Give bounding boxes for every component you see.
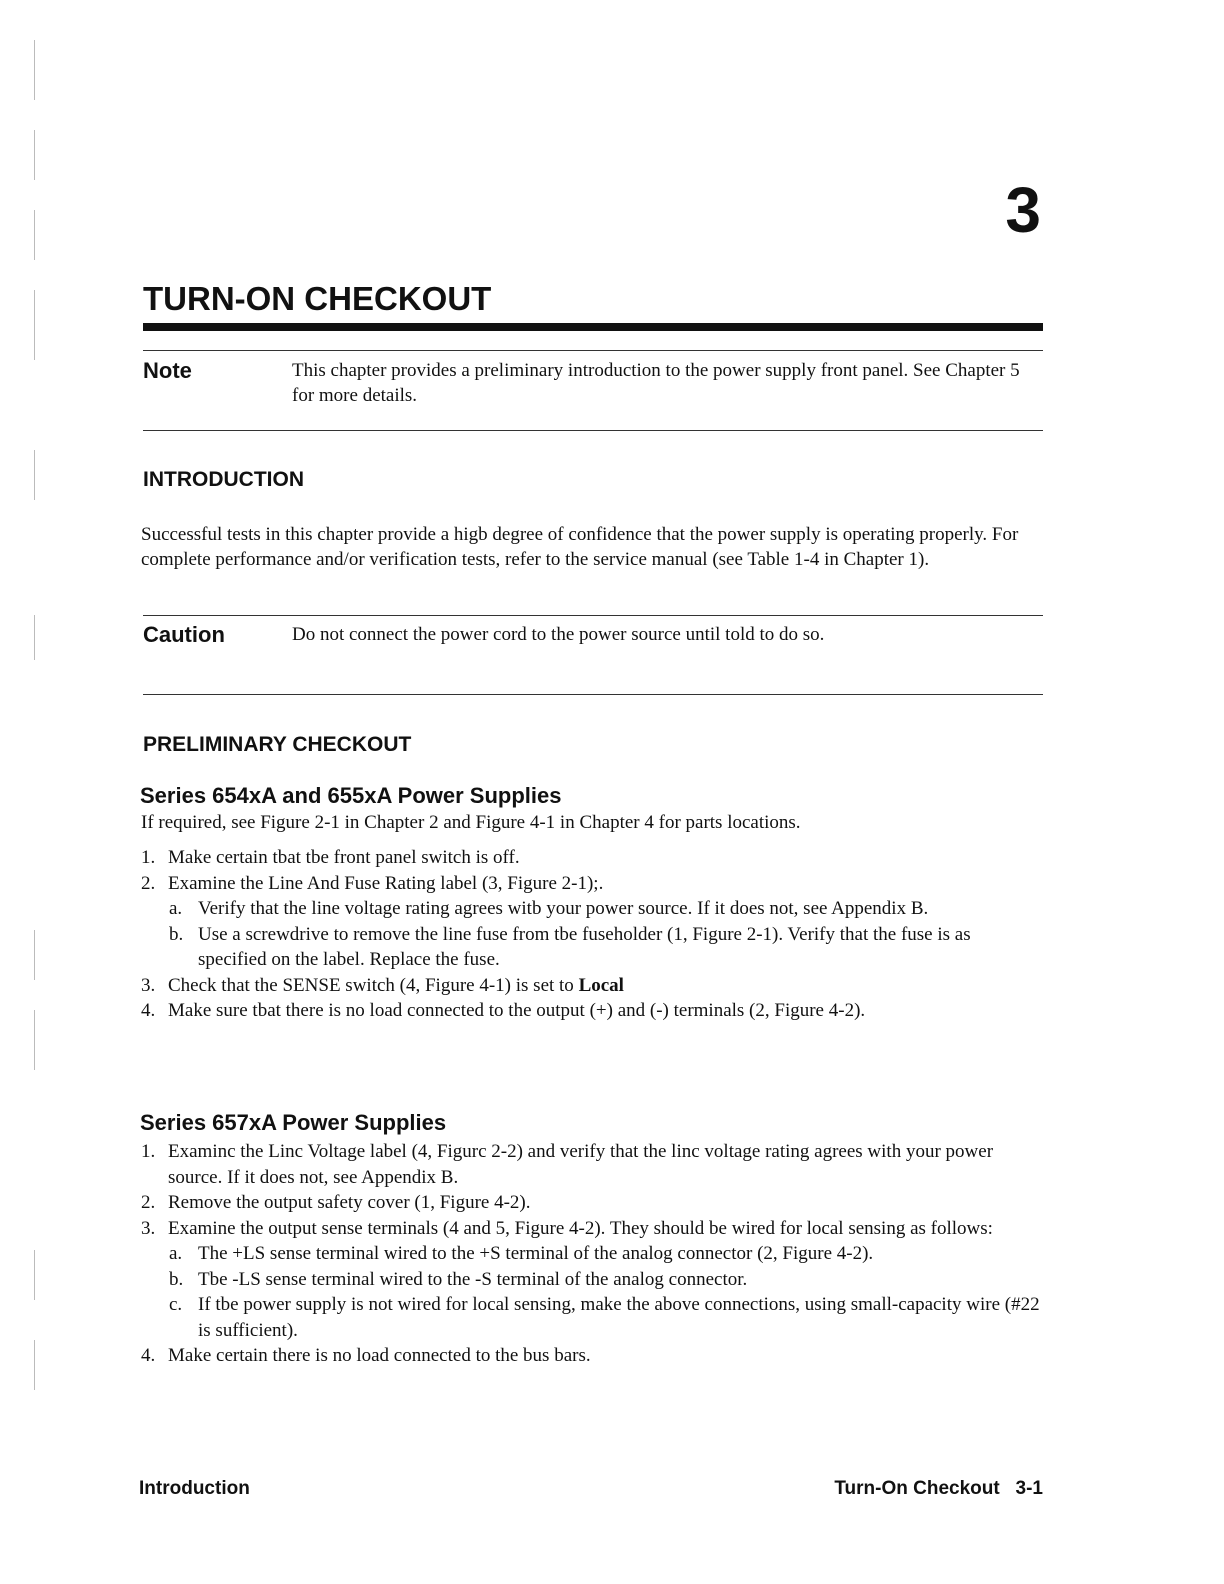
note-text: This chapter provides a preliminary introduction to the power supply front panel. See Chapter 5 for more details.: [292, 360, 1020, 406]
footer-section-label: Introduction: [139, 1478, 250, 1499]
list-item: [141, 845, 1041, 871]
item-text: Remove the output safety cover (1, Figure 4-2).: [168, 1192, 531, 1213]
item-text: If tbe power supply is not wired for local sensing, make the above connections, using small-capacity wire (#22 is sufficient).: [198, 1294, 1040, 1341]
introduction-heading: INTRODUCTION: [143, 468, 304, 491]
item-number: 4.: [141, 1000, 156, 1021]
scan-edge-mark: [34, 210, 35, 260]
item-number: 3.: [141, 974, 156, 996]
item-letter: b.: [169, 923, 184, 945]
scan-edge-mark: [34, 1010, 35, 1070]
item-text: Make sure tbat there is no load connected to the output (+) and (-) terminals (2, Figure 4-2).: [168, 1000, 866, 1021]
item-text-bold: Local: [578, 974, 624, 996]
list-subitem: [141, 1241, 1041, 1267]
series2-steps: [141, 1139, 1041, 1369]
item-letter: a.: [169, 898, 183, 919]
item-letter: c.: [169, 1294, 183, 1315]
item-text: Verify that the line voltage rating agrees witb your power source. If it does not, see Appendix B.: [198, 898, 929, 919]
preliminary-heading: PRELIMINARY CHECKOUT: [143, 733, 412, 756]
list-item: [141, 973, 1041, 999]
item-text-plain: Check that the SENSE switch (4, Figure 4-1) is set to: [168, 974, 579, 996]
list-subitem: [141, 1267, 1041, 1293]
list-item: [141, 1190, 1041, 1216]
scan-edge-mark: [34, 930, 35, 980]
caution-label: Caution: [143, 622, 225, 647]
scan-edge-mark: [34, 615, 35, 660]
item-text: Tbe -LS sense terminal wired to the -S terminal of the analog connector.: [198, 1268, 748, 1290]
item-number: 2.: [141, 872, 156, 894]
item-number: 1.: [141, 1141, 156, 1162]
chapter-number: 3: [1005, 174, 1041, 246]
series2-heading: Series 657xA Power Supplies: [140, 1110, 447, 1135]
item-number: 1.: [141, 847, 156, 868]
introduction-text: Successful tests in this chapter provide a higb degree of confidence that the power supply is operating properly. For complete performance and/or verification tests, refer to the service manual (see Table 1-4 in Chapter 1).: [141, 524, 1019, 570]
item-number: 3.: [141, 1217, 156, 1239]
note-top-rule: [143, 350, 1043, 351]
list-item: [141, 1216, 1041, 1242]
caution-text: Do not connect the power cord to the power source until told to do so.: [292, 624, 825, 645]
list-subitem: [141, 922, 1041, 973]
item-number: 2.: [141, 1192, 156, 1213]
note-bottom-rule: [143, 430, 1043, 431]
list-subitem: [141, 896, 1041, 922]
item-text: [168, 973, 1041, 999]
item-number: 4.: [141, 1345, 156, 1366]
scan-edge-mark: [34, 40, 35, 100]
title-rule: [143, 323, 1043, 331]
item-letter: b.: [169, 1268, 184, 1290]
item-text: Make certain there is no load connected to the bus bars.: [168, 1345, 591, 1366]
caution-top-rule: [143, 615, 1043, 616]
item-text: Examine the output sense terminals (4 and 5, Figure 4-2). They should be wired for local sensing as follows:: [168, 1217, 993, 1239]
series1-intro: If required, see Figure 2-1 in Chapter 2 and Figure 4-1 in Chapter 4 for parts locations.: [141, 812, 801, 833]
item-text: Examine the Line And Fuse Rating label (3, Figure 2-1);.: [168, 872, 604, 894]
series1-heading: Series 654xA and 655xA Power Supplies: [140, 783, 562, 808]
caution-bottom-rule: [143, 694, 1043, 695]
list-item: [141, 1139, 1041, 1190]
item-text: The +LS sense terminal wired to the +S terminal of the analog connector (2, Figure 4-2).: [198, 1243, 874, 1264]
scan-edge-mark: [34, 290, 35, 360]
list-subitem: [141, 1292, 1041, 1343]
list-item: [141, 1343, 1041, 1369]
note-label: Note: [143, 358, 192, 383]
item-letter: a.: [169, 1243, 183, 1264]
list-item: [141, 998, 1041, 1024]
scan-edge-mark: [34, 130, 35, 180]
scan-edge-mark: [34, 450, 35, 500]
scan-edge-mark: [34, 1250, 35, 1300]
footer-page-label: Turn-On Checkout 3-1: [834, 1478, 1043, 1499]
item-text: Use a screwdrive to remove the line fuse from tbe fuseholder (1, Figure 2-1). Verify that the fuse is as specified on the label. Replace the fuse.: [198, 923, 971, 970]
item-text: Make certain tbat tbe front panel switch is off.: [168, 847, 520, 868]
series1-steps: [141, 845, 1041, 1024]
chapter-title: TURN-ON CHECKOUT: [143, 280, 492, 317]
item-text: Examinc the Linc Voltage label (4, Figurc 2-2) and verify that the linc voltage rating agrees with your power source. If it does not, see Appendix B.: [168, 1141, 994, 1188]
scan-edge-mark: [34, 1340, 35, 1390]
list-item: [141, 871, 1041, 897]
